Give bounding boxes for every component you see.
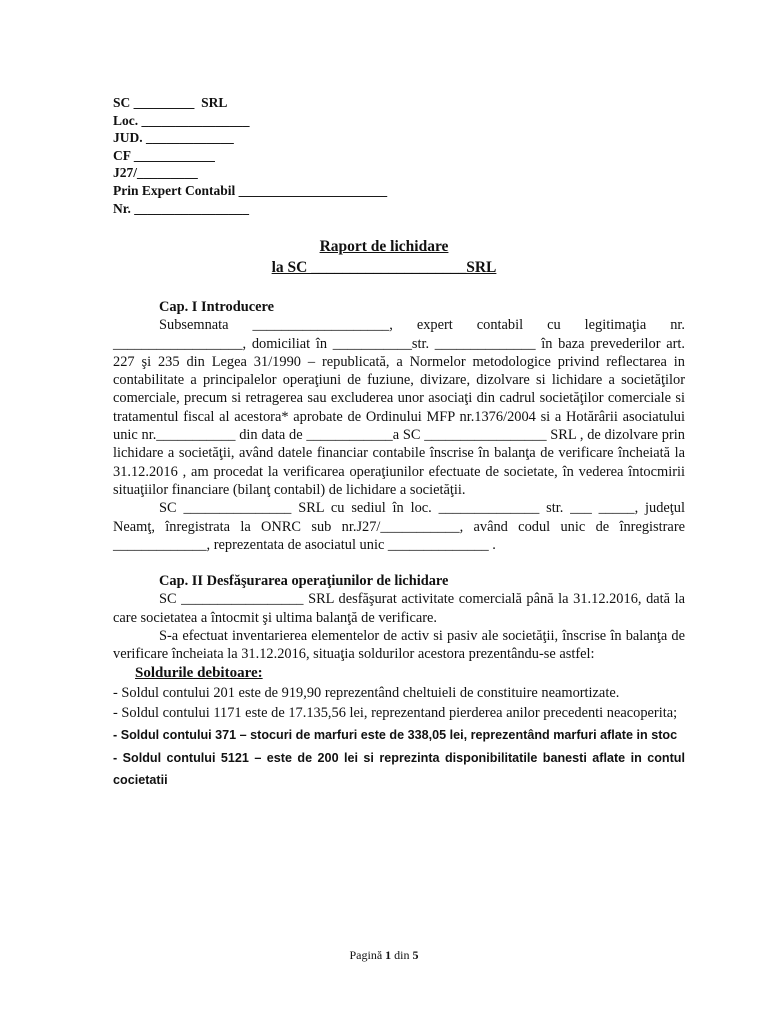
header-line-cf: CF ____________ xyxy=(113,147,215,163)
list-item: - Soldul contului 201 este de 919,90 reprezentând cheltuieli de constituire neamortizate. xyxy=(113,684,620,701)
list-item: - Soldul contului 5121 – este de 200 lei si reprezinta disponibilitatile banesti aflate in contul cocietatii xyxy=(113,751,685,787)
footer-page-number: 1 xyxy=(385,948,392,962)
header-line-loc: Loc. ________________ xyxy=(113,112,250,128)
footer-prefix: Pagină xyxy=(349,948,386,962)
cap2-paragraph-1: SC _________________ SRL desfăşurat activitate comercială până la 31.12.2016, dată la care societatea a întocmit şi ultima balanţă de verificare. xyxy=(113,591,685,626)
header-line-sc: SC _________ SRL xyxy=(113,95,228,110)
header-line-expert: Prin Expert Contabil ______________________ xyxy=(113,182,388,198)
cap2-paragraph-2: S-a efectuat inventarierea elementelor de activ si pasiv ale societăţii, înscrise în balanţa de verificare încheiata la 31.12.2016, situaţia soldurilor acestora prezentându-se astfel: xyxy=(113,628,685,663)
report-title: Raport de lichidare xyxy=(319,238,449,255)
header-line-j27: J27/_________ xyxy=(113,165,198,181)
cap1-heading: Cap. I Introducere xyxy=(159,299,274,315)
cap1-paragraph-1: Subsemnata ___________________, expert contabil cu legitimaţia nr. __________________, domiciliat în ___________str. ______________ în baza prevederilor art. 227 şi 235 din Legea 31/1990 – republicată, a Normelor metodologice privind reflectarea in contabilitate a principalelor operaţiuni de fuziune, divizare, dizolvare si lichidare a societăţilor comerciale, precum si retragerea sau excluderea unor asociaţi din cadrul societăţilor comerciale si tratamentul fiscal al acestora* aprobate de Ordinului MFP nr.1376/2004 si a Hotărârii asociatului unic nr.___________ din data de ____________a SC _________________ SRL , de dizolvare prin lichidare a societăţii, având datele financiar contabile înscrise în balanţa de verificare încheiată la 31.12.2016 , am procedat la verificarea operaţiunilor efectuate de societate, în vederea întocmirii situaţiilor financiare (bilanţ contabil) de lichidare a societăţii. xyxy=(113,317,685,498)
section-spacer xyxy=(113,554,685,572)
list-item: - Soldul contului 371 – stocuri de marfuri este de 338,05 lei, reprezentând marfuri aflate in stoc xyxy=(113,727,678,742)
footer-page-total: 5 xyxy=(412,948,419,962)
list-item: - Soldul contului 1171 este de 17.135,56 lei, reprezentand pierderea anilor precedenti neacoperita; xyxy=(113,705,678,722)
cap1-paragraph-2: SC _______________ SRL cu sediul în loc. ______________ str. ___ _____, judeţul Neamţ, înregistrata la ONRC sub nr.J27/___________, având codul unic de înregistrare _____________, reprezentata de asociatul unic ______________ . xyxy=(113,500,685,553)
report-subtitle: la SC ____________________SRL xyxy=(271,259,497,276)
cap2-heading: Cap. II Desfăşurarea operaţiunilor de lichidare xyxy=(159,573,449,590)
header-block xyxy=(113,94,387,217)
page-footer xyxy=(0,948,768,963)
debit-balances-heading: Soldurile debitoare: xyxy=(135,664,263,681)
header-line-nr: Nr. _________________ xyxy=(113,200,250,216)
footer-middle: din xyxy=(391,948,413,962)
header-line-jud: JUD. _____________ xyxy=(113,130,234,146)
report-body xyxy=(113,298,685,791)
